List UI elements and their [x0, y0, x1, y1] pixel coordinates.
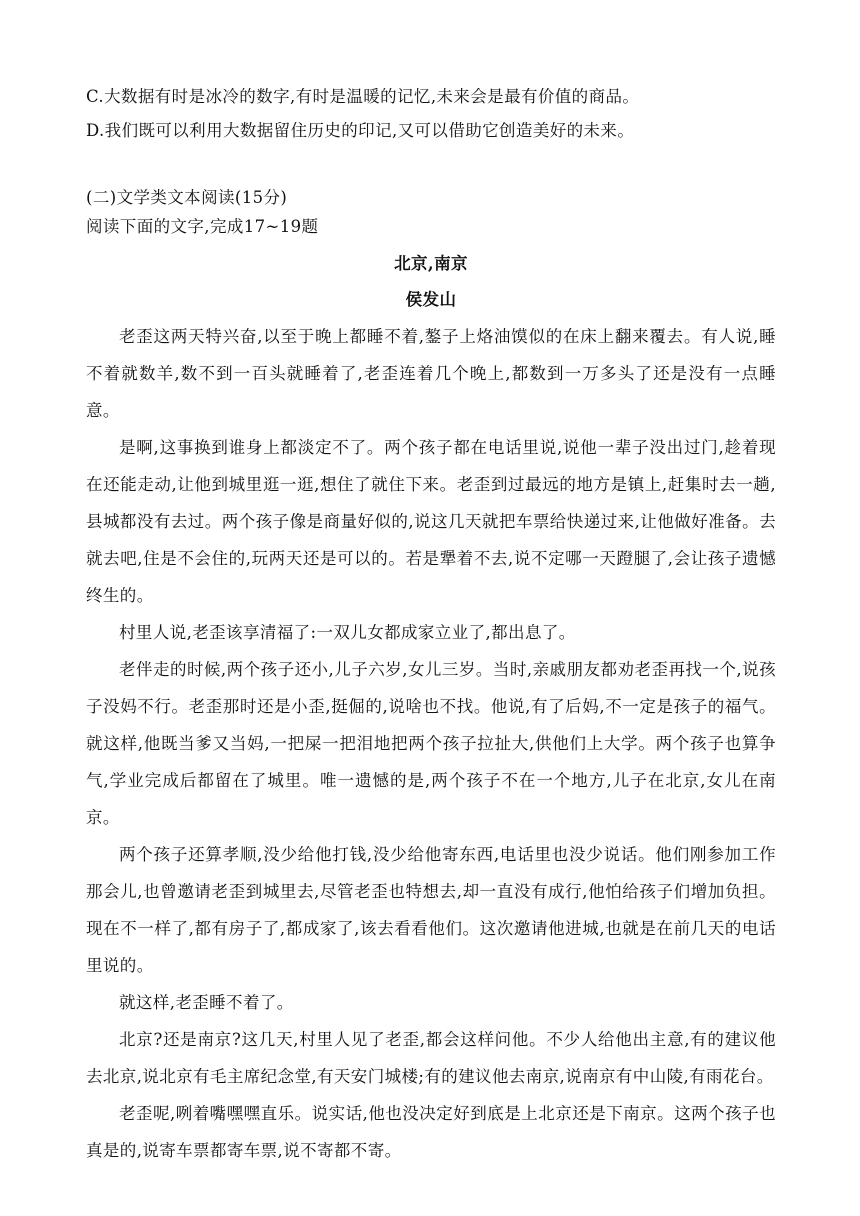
story-paragraph: 村里人说,老歪该享清福了:一双儿女都成家立业了,都出息了。	[119, 623, 576, 642]
story-paragraph: 两个孩子还算孝顺,没少给他打钱,没少给他寄东西,电话里也没少说话。他们刚参加工作那会儿,也曾邀请老歪到城里去,尽管老歪也特想去,却一直没有成行,他怕给孩子们增加负担。现在不一样了,都有房子了,都成家了,该去看看他们。这次邀请他进城,也就是在前几天的电话里说的。	[86, 845, 776, 975]
story-author: 侯发山	[405, 290, 457, 309]
option-d: D.我们既可以利用大数据留住历史的印记,又可以借助它创造美好的未来。	[86, 121, 635, 140]
story-paragraph: 就这样,老歪睡不着了。	[119, 993, 294, 1012]
story-paragraph: 老歪呢,咧着嘴嘿嘿直乐。说实话,他也没决定好到底是上北京还是下南京。这两个孩子也真是的,说寄车票都寄车票,说不寄都不寄。	[86, 1104, 776, 1160]
section-heading: (二)文学类文本阅读(15分)	[86, 188, 288, 207]
document-page	[86, 80, 776, 1169]
story-paragraph: 北京?还是南京?这几天,村里人见了老歪,都会这样问他。不少人给他出主意,有的建议他去北京,说北京有毛主席纪念堂,有天安门城楼;有的建议他去南京,说南京有中山陵,有雨花台。	[86, 1030, 776, 1086]
story-paragraph: 老伴走的时候,两个孩子还小,儿子六岁,女儿三岁。当时,亲戚朋友都劝老歪再找一个,说孩子没妈不行。老歪那时还是小歪,挺倔的,说啥也不找。他说,有了后妈,不一定是孩子的福气。就这样,他既当爹又当妈,一把屎一把泪地把两个孩子拉扯大,供他们上大学。两个孩子也算争气,学业完成后都留在了城里。唯一遗憾的是,两个孩子不在一个地方,儿子在北京,女儿在南京。	[86, 660, 776, 827]
reading-instruction: 阅读下面的文字,完成17~19题	[86, 217, 319, 236]
story-paragraph: 是啊,这事换到谁身上都淡定不了。两个孩子都在电话里说,说他一辈子没出过门,趁着现在还能走动,让他到城里逛一逛,想住了就住下来。老歪到过最远的地方是镇上,赶集时去一趟,县城都没有去过。两个孩子像是商量好似的,说这几天就把车票给快递过来,让他做好准备。去就去吧,住是不会住的,玩两天还是可以的。若是犟着不去,说不定哪一天蹬腿了,会让孩子遗憾终生的。	[86, 438, 776, 605]
story-paragraph: 老歪这两天特兴奋,以至于晚上都睡不着,鏊子上烙油馍似的在床上翻来覆去。有人说,睡不着就数羊,数不到一百头就睡着了,老歪连着几个晚上,都数到一万多头了还是没有一点睡意。	[86, 327, 776, 420]
story-title: 北京,南京	[394, 254, 468, 273]
option-c: C.大数据有时是冰冷的数字,有时是温暖的记忆,未来会是最有价值的商品。	[86, 87, 640, 106]
